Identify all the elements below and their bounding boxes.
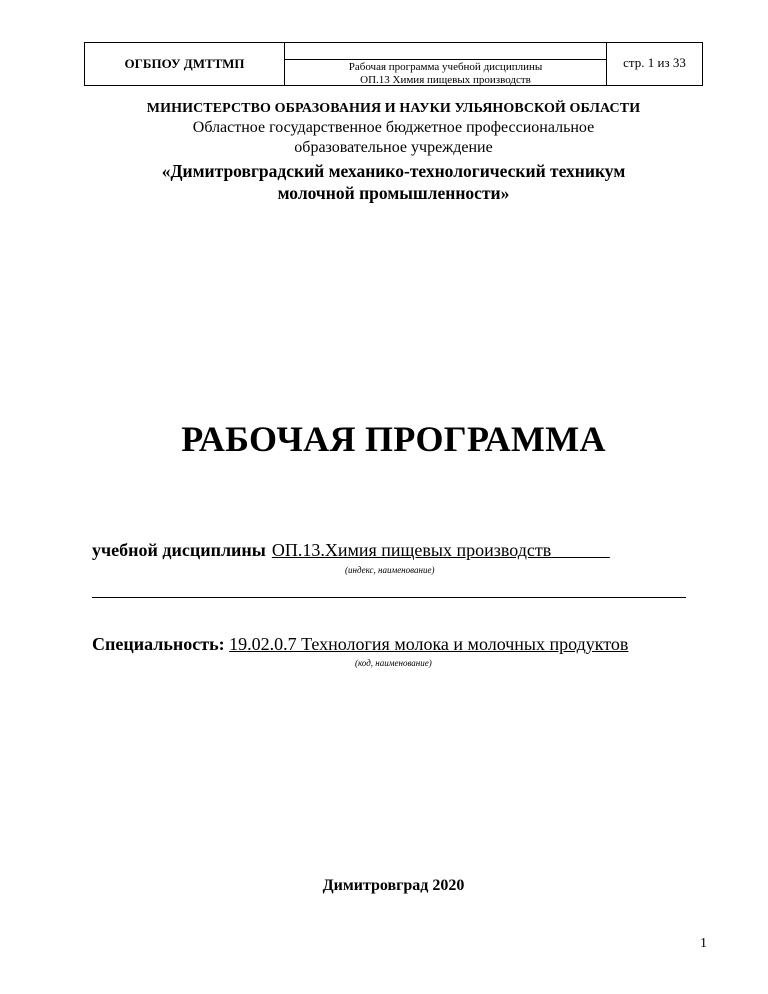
header-program-cell xyxy=(285,43,607,85)
page-number: 1 xyxy=(700,936,707,951)
ministry-heading: МИНИСТЕРСТВО ОБРАЗОВАНИЯ И НАУКИ УЛЬЯНОВСКОЙ ОБЛАСТИ xyxy=(146,101,641,116)
discipline-line xyxy=(92,540,610,561)
organization-block xyxy=(84,100,703,204)
org-type-line1: Областное государственное бюджетное профессиональное xyxy=(192,119,595,136)
separator-line xyxy=(92,597,686,598)
specialty-value: 19.02.0.7 Технология молока и молочных продуктов xyxy=(229,634,629,654)
org-name-line1: «Димитровградский механико-технологический техникум xyxy=(161,161,626,181)
header-program-line2: ОП.13 Химия пищевых производств xyxy=(360,73,531,86)
header-page-info: стр. 1 из 33 xyxy=(623,55,686,70)
org-type-line2: образовательное учреждение xyxy=(294,139,493,156)
header-table xyxy=(84,42,703,86)
specialty-line xyxy=(92,634,628,655)
specialty-label: Специальность: xyxy=(92,634,225,654)
city-year: Димитровград 2020 xyxy=(322,877,465,894)
org-name-line2: молочной промышленности» xyxy=(277,183,510,203)
header-program-line1: Рабочая программа учебной дисциплины xyxy=(348,61,543,73)
discipline-value: ОП.13.Химия пищевых производств xyxy=(271,540,552,560)
document-title: РАБОЧАЯ ПРОГРАММА xyxy=(181,419,606,459)
header-org-short: ОГБПОУ ДМТТМП xyxy=(85,43,285,85)
discipline-label: учебной дисциплины xyxy=(92,540,266,560)
discipline-hint: (индекс, наименование) xyxy=(345,565,435,575)
specialty-hint: (код, наименование) xyxy=(355,658,432,668)
